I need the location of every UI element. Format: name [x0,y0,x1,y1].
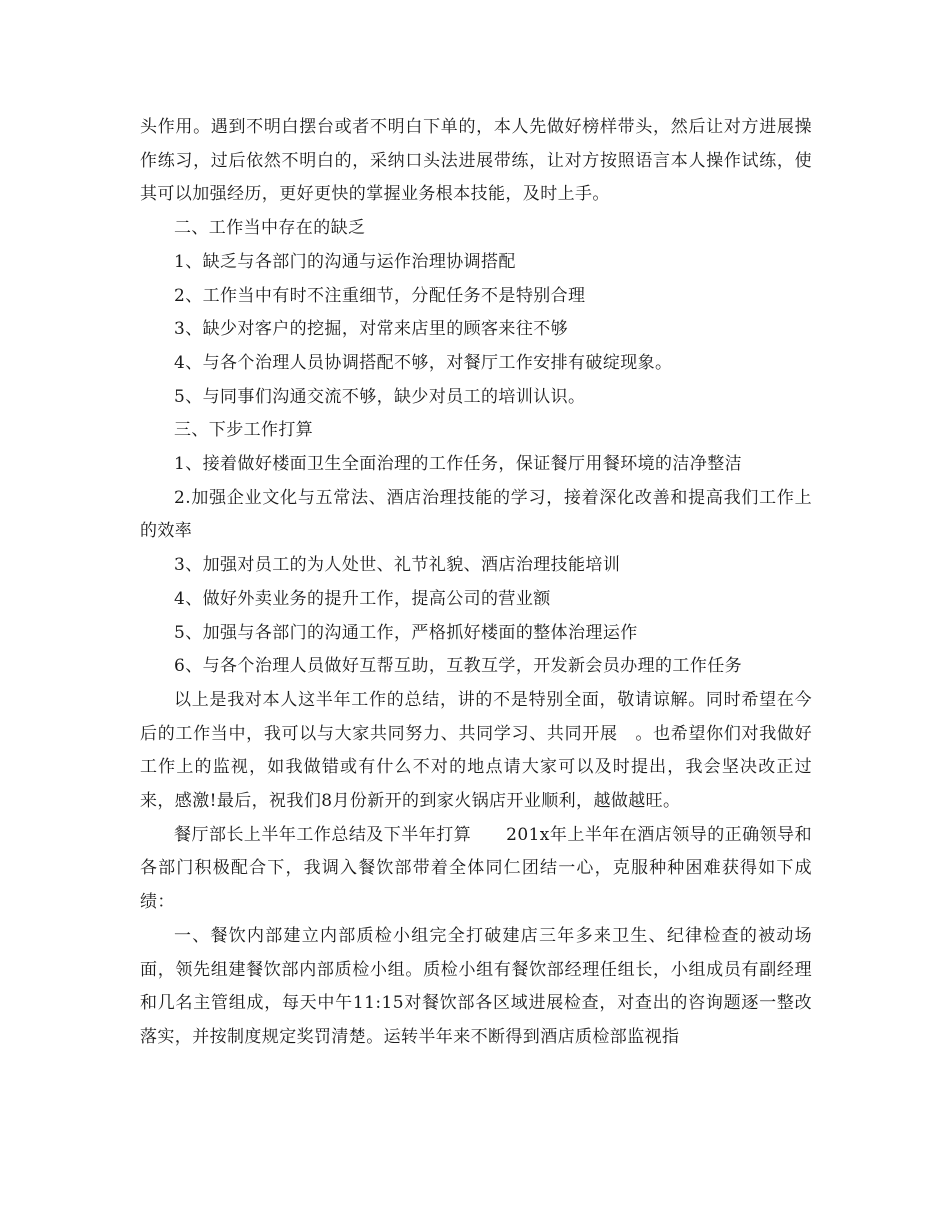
list-item: 2.加强企业文化与五常法、酒店治理技能的学习，接着深化改善和提高我们工作上的效率 [140,487,812,542]
list-item: 3、加强对员工的为人处世、礼节礼貌、酒店治理技能培训 [174,555,621,576]
paragraph: 一、餐饮内部建立内部质检小组完全打破建店三年多来卫生、纪律检查的被动场面，领先组建餐饮部内部质检小组。质检小组有餐饮部经理任组长，小组成员有副经理和几名主管组成，每天中午11:15对餐饮部各区域进展检查，对查出的咨询题逐一整改落实，并按制度规定奖罚清楚。运转半年来不断得到酒店质检部监视指 [140,925,812,1047]
list-item: 4、做好外卖业务的提升工作，提高公司的营业额 [174,588,551,609]
paragraph: 以上是我对本人这半年工作的总结，讲的不是特别全面，敬请谅解。同时希望在今后的工作当中，我可以与大家共同努力、共同学习、共同开展 。也希望你们对我做好工作上的监视，如我做错或有什么不对的地点请大家可以及时提出，我会坚决改正过来，感激!最后，祝我们8月份新开的到家火锅店开业顺利，越做越旺。 [140,689,812,812]
paragraph: 餐厅部长上半年工作总结及下半年打算 201x年上半年在酒店领导的正确领导和各部门积极配合下，我调入餐饮部带着全体同仁团结一心，克服种种困难获得如下成绩： [140,824,812,913]
list-item: 4、与各个治理人员协调搭配不够，对餐厅工作安排有破绽现象。 [174,352,673,373]
section-heading: 三、下步工作打算 [174,420,314,441]
document-body [140,111,812,1055]
list-item: 5、加强与各部门的沟通工作，严格抓好楼面的整体治理运作 [174,622,638,643]
list-item: 3、缺少对客户的挖掘，对常来店里的顾客来往不够 [174,319,569,340]
list-item: 2、工作当中有时不注重细节，分配任务不是特别合理 [174,285,586,306]
list-item: 5、与同事们沟通交流不够，缺少对员工的培训认识。 [174,386,586,407]
paragraph: 头作用。遇到不明白摆台或者不明白下单的，本人先做好榜样带头，然后让对方进展操作练习，过后依然不明白的，采纳口头法进展带练，让对方按照语言本人操作试练，使其可以加强经历，更好更快的掌握业务根本技能，及时上手。 [140,117,812,205]
section-heading: 二、工作当中存在的缺乏 [174,218,366,239]
list-item: 1、缺乏与各部门的沟通与运作治理协调搭配 [174,251,516,272]
list-item: 1、接着做好楼面卫生全面治理的工作任务，保证餐厅用餐环境的洁净整洁 [174,454,743,475]
list-item: 6、与各个治理人员做好互帮互助，互教互学，开发新会员办理的工作任务 [174,656,743,677]
